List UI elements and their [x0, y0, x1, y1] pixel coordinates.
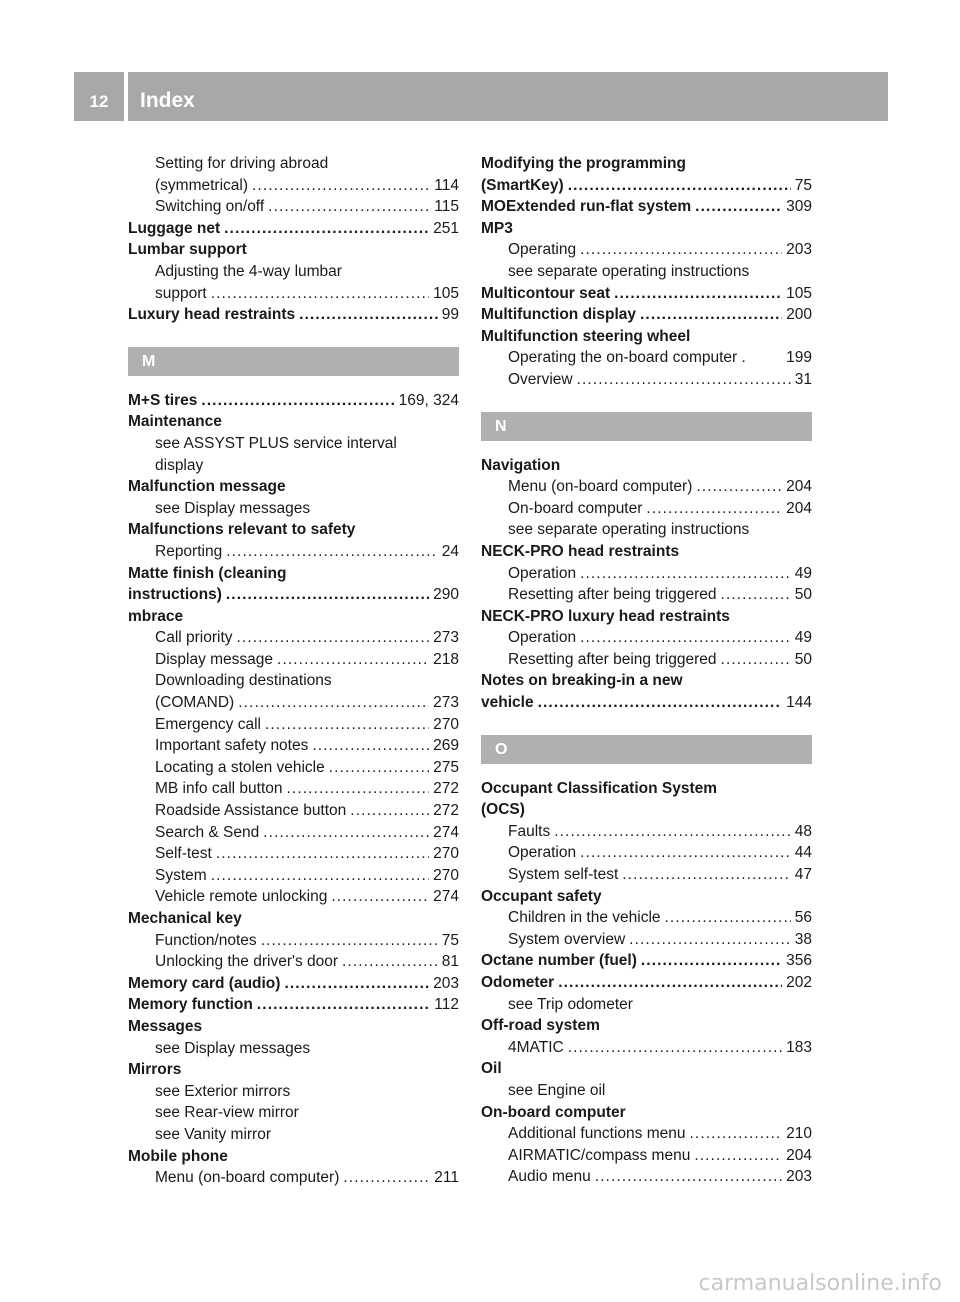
- index-subentry[interactable]: [481, 1166, 812, 1188]
- page-reference[interactable]: 270: [433, 866, 459, 884]
- index-subentry: Downloading destinations: [155, 672, 332, 690]
- index-subentry: see ASSYST PLUS service interval: [155, 434, 397, 452]
- index-subentry[interactable]: [128, 714, 459, 736]
- entry-label: Call priority: [155, 629, 233, 647]
- entry-label: Luxury head restraints: [128, 306, 296, 324]
- entry-label: Function/notes: [155, 931, 257, 949]
- entry-label: Search & Send: [155, 823, 260, 841]
- index-entry: Matte finish (cleaning: [128, 564, 287, 582]
- entry-label: Vehicle remote unlocking: [155, 888, 328, 906]
- index-entry: Notes on breaking-in a new: [481, 672, 683, 690]
- page-title: Index: [140, 89, 195, 112]
- leader-dots: [629, 929, 791, 951]
- index-entry[interactable]: [128, 973, 459, 995]
- leader-dots: [224, 218, 429, 240]
- page-reference[interactable]: 270: [433, 715, 459, 733]
- leader-dots: [595, 1166, 782, 1188]
- entry-label: (symmetrical): [155, 176, 248, 194]
- entry-label: System self-test: [508, 866, 619, 884]
- index-entry: Mirrors: [128, 1061, 182, 1079]
- entry-label: AIRMATIC/compass menu: [508, 1146, 691, 1164]
- page-reference[interactable]: 202: [786, 974, 812, 991]
- index-entry: Maintenance: [128, 413, 222, 431]
- leader-dots: [226, 584, 429, 606]
- index-subentry[interactable]: [128, 930, 459, 952]
- section-header-n: N: [481, 412, 812, 441]
- index-entry[interactable]: [128, 218, 459, 240]
- index-subentry[interactable]: [128, 541, 459, 563]
- page-reference[interactable]: 112: [434, 996, 459, 1014]
- page-reference[interactable]: 24: [441, 542, 459, 560]
- leader-dots: [342, 951, 438, 973]
- index-subentry[interactable]: [128, 1167, 459, 1189]
- page-reference[interactable]: 38: [794, 930, 812, 948]
- leader-dots: [538, 692, 783, 714]
- page-reference[interactable]: 270: [433, 845, 459, 863]
- index-subentry: see Rear-view mirror: [155, 1104, 299, 1122]
- index-subentry[interactable]: [481, 649, 812, 671]
- entry-label: Additional functions menu: [508, 1125, 686, 1143]
- entry-label: Operation: [508, 564, 577, 582]
- leader-dots: [211, 283, 429, 305]
- index-subentry[interactable]: [481, 842, 812, 864]
- index-subentry: see separate operating instructions: [508, 262, 750, 280]
- entry-label: Multifunction display: [481, 306, 636, 324]
- index-subentry[interactable]: [128, 627, 459, 649]
- page-reference[interactable]: 272: [433, 780, 459, 798]
- entry-label: Overview: [508, 370, 573, 388]
- page-reference[interactable]: 50: [794, 586, 812, 604]
- leader-dots: [614, 283, 782, 305]
- entry-label: Unlocking the driver's door: [155, 953, 339, 971]
- page-reference[interactable]: 105: [433, 284, 459, 302]
- index-subentry[interactable]: [481, 627, 812, 649]
- entry-label: Menu (on-board computer): [508, 478, 693, 496]
- leader-dots: [696, 476, 782, 498]
- index-subentry[interactable]: [481, 1145, 812, 1167]
- page-reference[interactable]: 47: [794, 866, 812, 884]
- page-reference[interactable]: 204: [786, 478, 812, 496]
- index-entry: mbrace: [128, 607, 184, 625]
- leader-dots: [331, 886, 429, 908]
- entry-label: Octane number (fuel): [481, 952, 637, 970]
- page-reference[interactable]: 203: [433, 974, 459, 992]
- index-subentry[interactable]: [481, 1123, 812, 1145]
- header-bar: [74, 72, 888, 121]
- index-subentry[interactable]: [128, 283, 459, 305]
- entry-label: Operating: [508, 241, 577, 259]
- entry-label: (COMAND): [155, 694, 235, 712]
- page-reference[interactable]: 203: [786, 241, 812, 259]
- page-reference[interactable]: 204: [786, 499, 812, 517]
- entry-label: Roadside Assistance button: [155, 802, 347, 820]
- leader-dots: [641, 950, 782, 972]
- index-entry: Mobile phone: [128, 1147, 228, 1165]
- leader-dots: [263, 822, 429, 844]
- page-reference[interactable]: 169, 324: [398, 391, 459, 409]
- entry-label: Operating the on-board computer .: [508, 349, 746, 367]
- index-entry[interactable]: [128, 304, 459, 326]
- entry-label: Operation: [508, 629, 577, 647]
- page-reference[interactable]: 49: [794, 564, 812, 582]
- index-subentry[interactable]: [481, 907, 812, 929]
- section-header-o: O: [481, 735, 812, 764]
- entry-label: Switching on/off: [155, 198, 265, 216]
- leader-dots: [721, 649, 791, 671]
- index-entry[interactable]: [128, 584, 459, 606]
- index-subentry[interactable]: [128, 175, 459, 197]
- leader-dots: [580, 563, 791, 585]
- page-reference[interactable]: 115: [434, 198, 459, 216]
- page-reference[interactable]: 204: [786, 1146, 812, 1164]
- page-reference[interactable]: 75: [794, 176, 812, 194]
- entry-label: Audio menu: [508, 1168, 591, 1186]
- index-column-right: [481, 153, 812, 1188]
- entry-label: Luggage net: [128, 219, 221, 237]
- index-subentry[interactable]: [128, 735, 459, 757]
- entry-label: instructions): [128, 586, 222, 604]
- leader-dots: [580, 842, 791, 864]
- entry-label: Children in the vehicle: [508, 909, 661, 927]
- index-subentry[interactable]: [481, 821, 812, 843]
- index-entry: MP3: [481, 219, 513, 237]
- page-reference[interactable]: 75: [441, 931, 459, 949]
- index-column-left: [128, 153, 459, 1189]
- leader-dots: [299, 304, 438, 326]
- page-reference[interactable]: 218: [433, 650, 459, 668]
- leader-dots: [329, 757, 429, 779]
- leader-dots: [640, 304, 782, 326]
- page-reference[interactable]: 200: [786, 306, 812, 324]
- leader-dots: [646, 498, 782, 520]
- index-entry[interactable]: [128, 994, 459, 1016]
- entry-label: System: [155, 866, 207, 884]
- index-entry: Malfunctions relevant to safety: [128, 521, 356, 539]
- index-entry[interactable]: [481, 692, 812, 714]
- entry-label: Emergency call: [155, 715, 261, 733]
- index-entry: Occupant safety: [481, 887, 602, 905]
- index-subentry[interactable]: [481, 563, 812, 585]
- index-subentry[interactable]: [128, 886, 459, 908]
- leader-dots: [237, 627, 430, 649]
- index-entry: Lumbar support: [128, 241, 247, 259]
- index-subentry: see Exterior mirrors: [155, 1082, 291, 1100]
- page-reference[interactable]: 211: [434, 1169, 459, 1187]
- leader-dots: [216, 843, 429, 865]
- leader-dots: [577, 369, 791, 391]
- entry-label: On-board computer: [508, 499, 643, 517]
- leader-dots: [257, 994, 430, 1016]
- leader-dots: [201, 390, 394, 412]
- entry-label: MOExtended run-flat system: [481, 198, 692, 216]
- entry-label: support: [155, 284, 207, 302]
- index-subentry[interactable]: [128, 196, 459, 218]
- entry-label: MB info call button: [155, 780, 283, 798]
- page-reference[interactable]: 99: [441, 306, 459, 324]
- page-reference[interactable]: 309: [786, 198, 812, 216]
- leader-dots: [268, 196, 430, 218]
- entry-label: Resetting after being triggered: [508, 650, 717, 668]
- entry-label: Menu (on-board computer): [155, 1169, 340, 1187]
- index-entry[interactable]: [481, 175, 812, 197]
- entry-label: Self-test: [155, 845, 212, 863]
- leader-dots: [252, 175, 430, 197]
- page-reference[interactable]: 81: [441, 953, 459, 971]
- watermark: carmanualsonline.info: [698, 1271, 942, 1296]
- page-reference[interactable]: 50: [794, 650, 812, 668]
- index-subentry: see Engine oil: [508, 1081, 606, 1099]
- leader-dots: [690, 1123, 783, 1145]
- index-subentry[interactable]: [128, 757, 459, 779]
- page-reference[interactable]: 114: [434, 176, 459, 194]
- page-reference[interactable]: 272: [433, 802, 459, 820]
- index-subentry: display: [155, 456, 204, 474]
- page-reference[interactable]: 273: [433, 629, 459, 647]
- leader-dots: [694, 1145, 782, 1167]
- page-reference[interactable]: 210: [786, 1125, 812, 1143]
- page-reference[interactable]: 183: [786, 1038, 812, 1056]
- entry-label: M+S tires: [128, 391, 198, 409]
- page-reference[interactable]: 274: [433, 823, 459, 841]
- page-reference[interactable]: 199: [786, 349, 812, 367]
- page-reference[interactable]: 44: [794, 844, 812, 862]
- index-subentry[interactable]: [481, 498, 812, 520]
- leader-dots: [580, 239, 782, 261]
- page-reference[interactable]: 49: [794, 629, 812, 647]
- leader-dots: [568, 1037, 782, 1059]
- page-reference[interactable]: 269: [433, 737, 459, 755]
- index-subentry[interactable]: [481, 929, 812, 951]
- leader-dots: [695, 196, 782, 218]
- leader-dots: [261, 930, 438, 952]
- leader-dots: [211, 865, 429, 887]
- index-subentry: see Vanity mirror: [155, 1125, 271, 1143]
- index-subentry[interactable]: [128, 800, 459, 822]
- index-entry: Navigation: [481, 456, 561, 474]
- leader-dots: [580, 627, 791, 649]
- leader-dots: [312, 735, 429, 757]
- index-entry: Oil: [481, 1060, 502, 1078]
- index-subentry: Adjusting the 4-way lumbar: [155, 262, 342, 280]
- leader-dots: [226, 541, 438, 563]
- leader-dots: [265, 714, 429, 736]
- page-reference[interactable]: 251: [433, 219, 459, 237]
- page-reference[interactable]: 356: [786, 952, 812, 970]
- index-entry: Off-road system: [481, 1017, 600, 1035]
- index-entry: Modifying the programming: [481, 155, 686, 172]
- leader-dots: [277, 649, 429, 671]
- leader-dots: [238, 692, 429, 714]
- index-subentry[interactable]: [481, 864, 812, 886]
- leader-dots: [558, 972, 782, 994]
- index-entry: NECK-PRO head restraints: [481, 542, 680, 560]
- leader-dots: [287, 778, 430, 800]
- index-entry[interactable]: [128, 390, 459, 412]
- index-subentry[interactable]: [128, 951, 459, 973]
- entry-label: (SmartKey): [481, 176, 564, 194]
- index-subentry[interactable]: [128, 843, 459, 865]
- index-subentry[interactable]: [128, 692, 459, 714]
- index-subentry[interactable]: [128, 649, 459, 671]
- index-entry: NECK-PRO luxury head restraints: [481, 607, 730, 625]
- index-entry: On-board computer: [481, 1103, 626, 1121]
- page-reference[interactable]: 105: [786, 284, 812, 302]
- page-reference[interactable]: 275: [433, 758, 459, 776]
- entry-label: 4MATIC: [508, 1038, 564, 1056]
- index-subentry[interactable]: [481, 584, 812, 606]
- index-entry[interactable]: [481, 196, 812, 218]
- index-subentry: see Display messages: [155, 499, 311, 517]
- page-reference[interactable]: 274: [433, 888, 459, 906]
- entry-label: Faults: [508, 822, 551, 840]
- index-subentry[interactable]: [481, 1037, 812, 1059]
- page-reference[interactable]: 290: [433, 586, 459, 604]
- leader-dots: [622, 864, 791, 886]
- entry-label: Locating a stolen vehicle: [155, 758, 325, 776]
- index-entry[interactable]: [481, 283, 812, 305]
- index-entry: Multifunction steering wheel: [481, 327, 691, 345]
- leader-dots: [343, 1167, 430, 1189]
- index-subentry: Setting for driving abroad: [155, 155, 329, 172]
- index-subentry[interactable]: [481, 347, 812, 369]
- leader-dots: [568, 175, 791, 197]
- index-entry[interactable]: [481, 950, 812, 972]
- entry-label: vehicle: [481, 694, 534, 712]
- index-subentry: see Display messages: [155, 1039, 311, 1057]
- entry-label: Reporting: [155, 542, 223, 560]
- section-header-m: M: [128, 347, 459, 376]
- index-entry: Occupant Classification System: [481, 779, 718, 797]
- index-subentry: see separate operating instructions: [508, 521, 750, 539]
- entry-label: Important safety notes: [155, 737, 309, 755]
- entry-label: Odometer: [481, 974, 555, 991]
- index-entry: Malfunction message: [128, 478, 286, 496]
- index-entry: Mechanical key: [128, 910, 242, 927]
- entry-label: Display message: [155, 650, 274, 668]
- leader-dots: [554, 821, 791, 843]
- index-subentry: see Trip odometer: [508, 995, 633, 1013]
- page-reference[interactable]: 203: [786, 1168, 812, 1186]
- index-subentry[interactable]: [128, 865, 459, 887]
- entry-label: Memory card (audio): [128, 974, 281, 992]
- entry-label: Memory function: [128, 996, 253, 1014]
- leader-dots: [284, 973, 429, 995]
- entry-label: Operation: [508, 844, 577, 862]
- index-entry[interactable]: [481, 304, 812, 326]
- page-reference[interactable]: 31: [794, 370, 812, 388]
- index-subentry[interactable]: [481, 476, 812, 498]
- index-subentry[interactable]: [128, 822, 459, 844]
- leader-dots: [350, 800, 429, 822]
- entry-label: System overview: [508, 930, 626, 948]
- page-number: 12: [89, 92, 109, 111]
- leader-dots: [665, 907, 791, 929]
- index-entry: (OCS): [481, 801, 525, 819]
- page-reference[interactable]: 48: [794, 822, 812, 840]
- page-reference[interactable]: 56: [794, 909, 812, 927]
- entry-label: Resetting after being triggered: [508, 586, 717, 604]
- index-entry[interactable]: [481, 972, 812, 994]
- index-subentry[interactable]: [481, 369, 812, 391]
- header-divider: [124, 72, 128, 121]
- index-entry: Messages: [128, 1017, 203, 1035]
- leader-dots: [721, 584, 791, 606]
- page-reference[interactable]: 144: [786, 694, 812, 712]
- page-reference[interactable]: 273: [433, 694, 459, 712]
- index-subentry[interactable]: [128, 778, 459, 800]
- index-subentry[interactable]: [481, 239, 812, 261]
- entry-label: Multicontour seat: [481, 284, 611, 302]
